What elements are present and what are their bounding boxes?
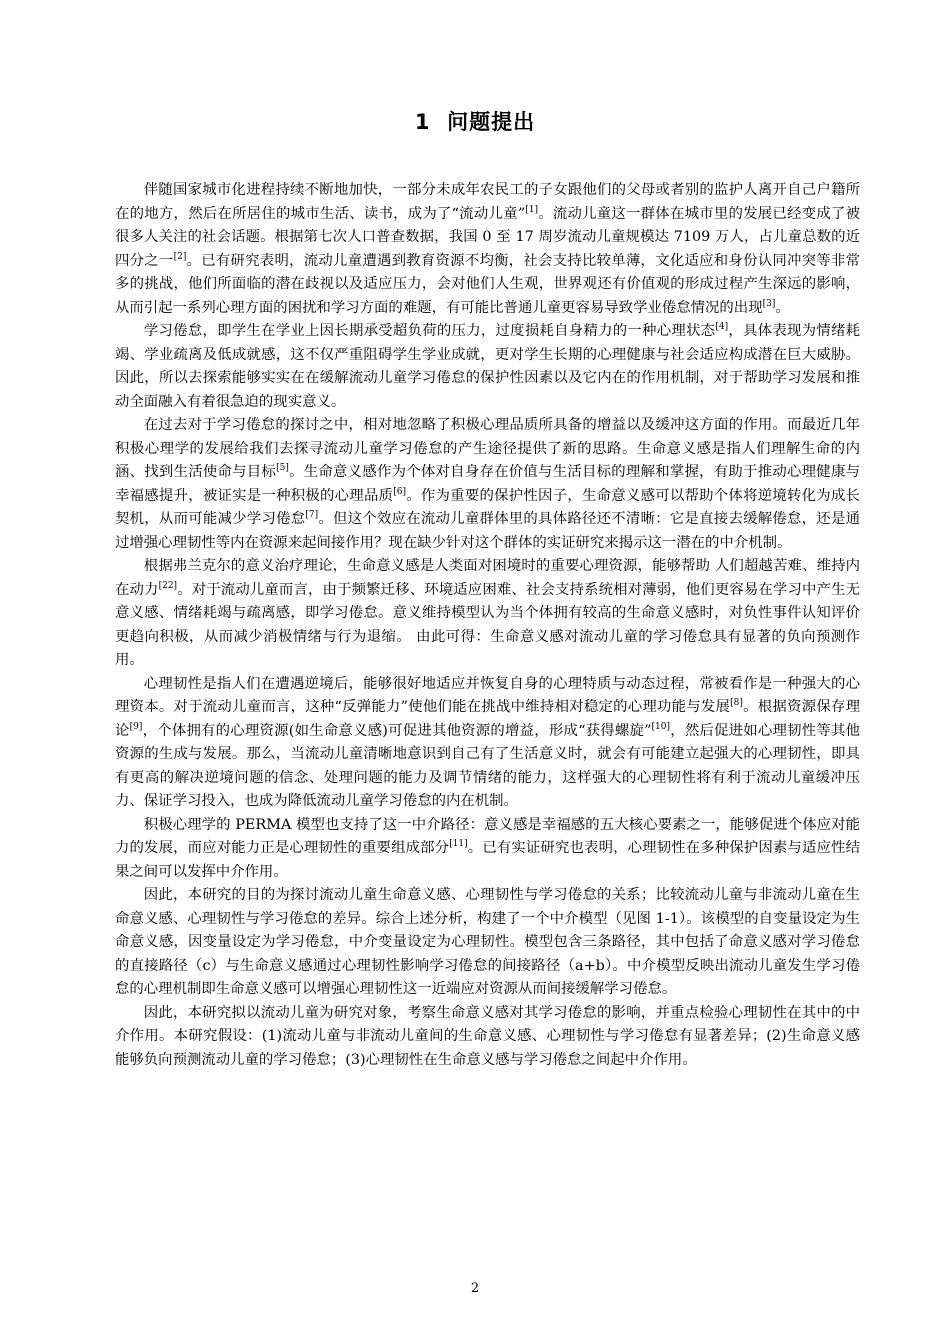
section-heading — [0, 106, 950, 136]
body-paragraph — [115, 673, 860, 814]
citation-ref: [3] — [762, 298, 776, 309]
section-number: 1 — [414, 110, 431, 134]
paragraph-text: 。已有实证研究也表明，心理韧性在多种保护因素与适应性结果之间可以发挥中介作用。 — [115, 840, 860, 880]
paragraph-text: 。生命意义感作为个体对自身存在价值与生活目标的理解和掌握，有助于推动心理健康与幸福感提升，被证实是一种积极的心理品质 — [115, 464, 860, 504]
body-paragraph — [115, 414, 860, 555]
body-paragraph — [115, 555, 860, 673]
paragraph-text: 。已有研究表明，流动儿童遭遇到教育资源不均衡，社会支持比较单薄，文化适应和身份认同冲突等非常多的挑战，他们所面临的潜在歧视以及适应压力，会对他们人生观，世界观还有价值观的形成过程产生深远的影响，从而引起一系列心理方面的困扰和学习方面的难题，有可能比普通儿童更容易导致学业倦怠情况的出现 — [115, 252, 860, 316]
paragraph-text: 。但这个效应在流动儿童群体里的具体路径还不清晰：它是直接去缓解倦怠，还是通过增强心理韧性等内在资源来起间接作用？现在缺少针对这个群体的实证研究来揭示这一潜在的中介机制。 — [115, 511, 860, 551]
paragraph-text: 。流动儿童这一群体在城市里的发展已经变成了被很多人关注的社会话题。根据第七次人口普查数据，我国 0 至 17 周岁流动儿童规模达 7109 万人，占儿童总数的近四分之一 — [115, 205, 860, 269]
paragraph-text: 根据弗兰克尔的意义治疗理论，生命意义感是人类面对困境时的重要心理资源，能够帮助 人们超越苦难、维持内在动力 — [115, 558, 860, 598]
paragraph-text: ，然后促进如心理韧性等其他资源的生成与发展。那么，当流动儿童清晰地意识到自己有了生活意义时，就会有可能建立起强大的心理韧性，即具有更高的解决逆境问题的信念、处理问题的能力及调节情绪的能力，这样强大的心理韧性将有利于流动儿童缓冲压力、保证学习投入，也成为降低流动儿童学习倦怠的内在机制。 — [115, 722, 860, 809]
citation-ref: [1] — [525, 204, 538, 215]
body-paragraph — [115, 1002, 860, 1073]
paragraph-text: 积极心理学的 PERMA 模型也支持了这一中介路径：意义感是幸福感的五大核心要素之一，能够促进个体应对能力的发展，而应对能力正是心理韧性的重要组成部分 — [115, 816, 860, 856]
citation-ref: [4] — [715, 322, 729, 333]
citation-ref: [22] — [158, 580, 178, 591]
paragraph-text: 学习倦怠，即学生在学业上因长期承受超负荷的压力，过度损耗自身精力的一种心理状态 — [143, 323, 716, 339]
body-paragraph — [115, 884, 860, 1002]
citation-ref: [9] — [129, 721, 143, 732]
paragraph-text: 。对于流动儿童而言，由于频繁迁移、环境适应困难、社会支持系统相对薄弱，他们更容易在学习中产生无意义感、情绪耗竭与疏离感，即学习倦怠。意义维持模型认为当个体拥有较高的生命意义感时，对负性事件认知评价更趋向积极，从而减少消极情绪与行为退缩。 由此可得：生命意义感对流动儿童的学习倦怠具有显著的负向预测作用。 — [115, 581, 860, 668]
citation-ref: [11] — [449, 839, 468, 850]
paragraph-text: 因此，本研究的目的为探讨流动儿童生命意义感、心理韧性与学习倦怠的关系；比较流动儿童与非流动儿童在生命意义感、心理韧性与学习倦怠的差异。综合上述分析，构建了一个中介模型（见图 1-1）。该模型的自变量设定为生命意义感，因变量设定为学习倦怠，中介变量设定为心理韧性。模型包含三条路径，其中包括了命意义感对学习倦怠的直接路径（c）与生命意义感通过心理韧性影响学习倦怠的间接路径（a+b）。中介模型反映出流动儿童发生学习倦怠的心理机制即生命意义感可以增强心理韧性这一近端应对资源从而间接缓解学习倦怠。 — [115, 887, 860, 997]
paragraph-text: 。 — [775, 299, 790, 316]
citation-ref: [2] — [173, 251, 187, 262]
body-paragraph — [115, 179, 860, 320]
citation-ref: [10] — [651, 721, 670, 732]
paragraph-text: ，个体拥有的心理资源(如生命意义感)可促进其他资源的增益，形成“获得螺旋” — [142, 722, 652, 739]
section-title: 问题提出 — [447, 110, 536, 134]
citation-ref: [6] — [393, 486, 406, 497]
paragraph-text: 心理韧性是指人们在遭遇逆境后，能够很好地适应并恢复自身的心理特质与动态过程，常被看作是一种强大的心理资本。对于流动儿童而言，这种“反弹能力”使他们能在挑战中维持相对稳定的心理功能与发展 — [115, 675, 860, 715]
paragraph-text: 在过去对于学习倦怠的探讨之中，相对地忽略了积极心理品质所具备的增益以及缓冲这方面的作用。而最近几年积极心理学的发展给我们去探寻流动儿童学习倦怠的产生途径提供了新的思路。生命意义感是指人们理解生命的内涵、找到生活使命与目标 — [115, 417, 860, 480]
paragraph-text: 伴随国家城市化进程持续不断地加快，一部分未成年农民工的子女跟他们的父母或者别的监护人离开自己户籍所在的地方，然后在所居住的城市生活、读书，成为了“流动儿童” — [115, 182, 860, 222]
page-number: 2 — [470, 1281, 480, 1296]
body-text — [115, 179, 860, 1072]
body-paragraph — [115, 320, 860, 414]
paragraph-text: ，具体表现为情绪耗竭、学业疏离及低成就感，这不仅严重阻碍学生学业成就，更对学生长期的心理健康与社会适应构成潜在巨大威胁。因此，所以去探索能够实实在在缓解流动儿童学习倦怠的保护性因素以及它内在的作用机制，对于帮助学习发展和推动全面融入有着很急迫的现实意义。 — [115, 323, 860, 410]
paragraph-text: 。根据资源保存理论 — [115, 699, 860, 739]
paragraph-text: 因此，本研究拟以流动儿童为研究对象，考察生命意义感对其学习倦怠的影响，并重点检验心理韧性在其中的中介作用。本研究假设：(1)流动儿童与非流动儿童间的生命意义感、心理韧性与学习倦怠有显著差异；(2)生命意义感能够负向预测流动儿童的学习倦怠；(3)心理韧性在生命意义感与学习倦怠之间起中介作用。 — [115, 1004, 860, 1068]
paragraph-text: 。作为重要的保护性因子，生命意义感可以帮助个体将逆境转化为成长契机，从而可能减少学习倦怠 — [115, 487, 860, 527]
citation-ref: [7] — [305, 510, 319, 521]
citation-ref: [8] — [730, 698, 743, 709]
body-paragraph — [115, 814, 860, 885]
citation-ref: [5] — [276, 463, 289, 474]
